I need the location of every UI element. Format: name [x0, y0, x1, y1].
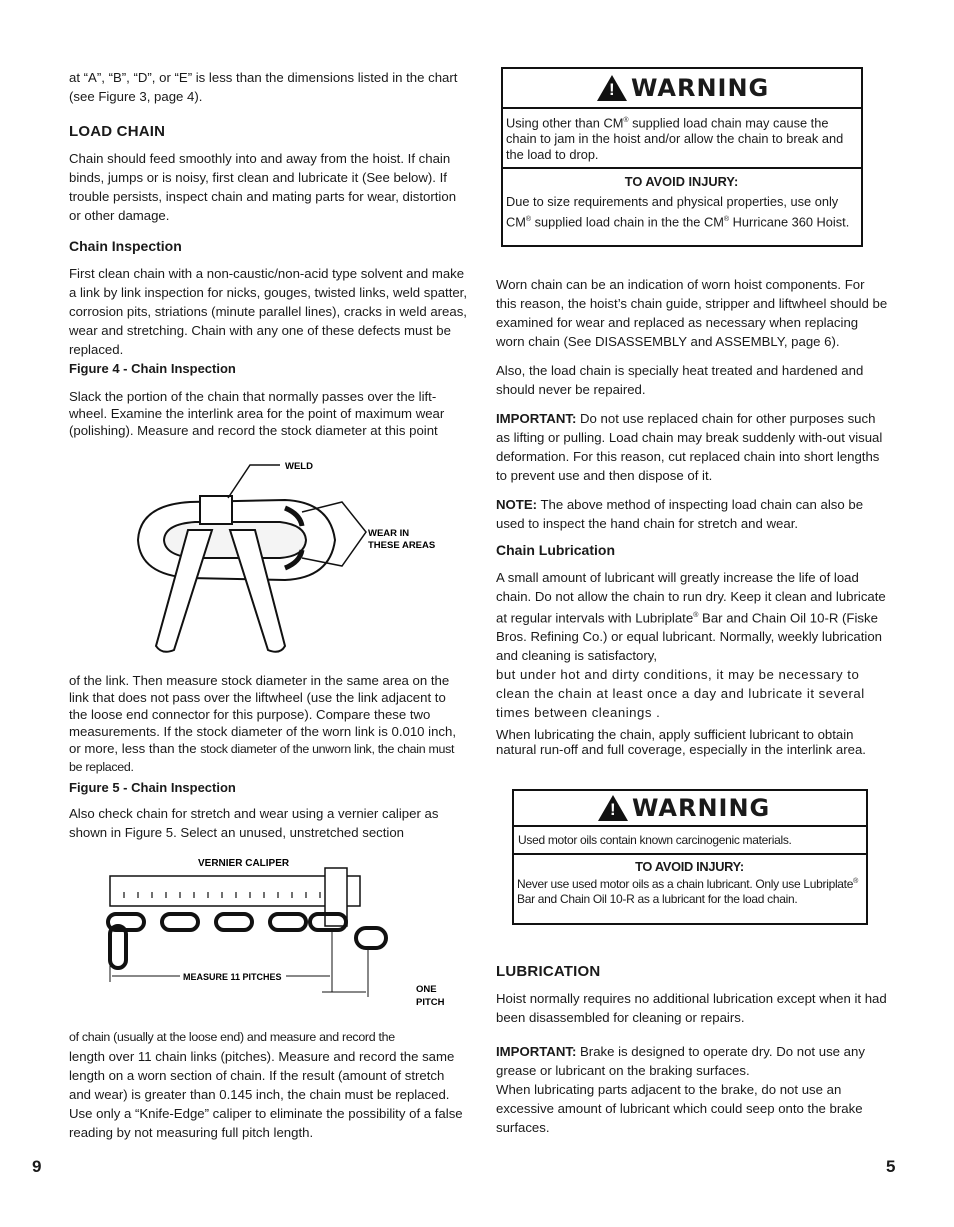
- measure-text-a: of chain (usually at the loose end) and measure and record the: [69, 1030, 395, 1044]
- warning-title: WARNING: [632, 794, 771, 822]
- label-weld: WELD: [285, 461, 313, 472]
- lube-text: A small amount of lubricant will greatly increase the life of load chain. Do not allow the chain to run dry. Keep it clean and lubricate at regular intervals with Lubriplate® Bar and Chain Oil 10-R (Fiske Bros. Refining Co.) or equal lubricant. Normally, weekly lubrication and cleaning is satisfactory,: [496, 570, 886, 664]
- label-wear-in: WEAR IN: [368, 528, 410, 539]
- figure4-chain-diagram: [80, 450, 460, 660]
- applying-text: When lubricating the chain, apply sufficient lubricant to obtain natural run-off and full coverage, especially in the interlink area.: [496, 727, 866, 758]
- warning-triangle-icon: !: [598, 795, 628, 821]
- warning-avoid-section: [514, 853, 866, 911]
- chain-lubrication-heading: Chain Lubrication: [496, 542, 615, 558]
- warning-triangle-icon: !: [597, 75, 627, 101]
- warning-body: Used motor oils contain known carcinogenic materials.: [518, 833, 792, 847]
- brake-text: When lubricating parts adjacent to the brake, do not use an excessive amount of lubricant which could seep onto the brake surfaces.: [496, 1082, 863, 1135]
- label-measure-11-pitches: MEASURE 11 PITCHES: [183, 972, 282, 982]
- link-text: [69, 672, 467, 776]
- warning-avoid-text: Never use used motor oils as a chain lubricant. Only use Lubriplate® Bar and Chain Oil 10-R as a lubricant for the load chain.: [517, 877, 858, 906]
- page-number-left: 9: [32, 1157, 42, 1176]
- figure5-caption: Figure 5 - Chain Inspection: [69, 780, 236, 795]
- page-number-right: 5: [886, 1157, 896, 1176]
- figure5-caliper-diagram: [100, 852, 460, 1012]
- caliper-bar: [110, 876, 360, 906]
- label-vernier-caliper: VERNIER CALIPER: [198, 858, 290, 869]
- lubrication-text: Hoist normally requires no additional lubrication except when it had been disassembled for cleaning or repairs.: [496, 991, 887, 1025]
- link-text-b: stock diameter of the unworn link, the chain must be replaced.: [69, 742, 455, 774]
- label-one: ONE: [416, 984, 437, 995]
- left-column: [69, 68, 467, 439]
- left-column-lower: [69, 672, 467, 842]
- warning-header: [514, 791, 866, 827]
- warning-title: WARNING: [631, 74, 770, 102]
- right-column-bottom: [496, 952, 888, 1137]
- label-these-areas: THESE AREAS: [368, 540, 436, 551]
- important-brake-text: IMPORTANT: Brake is designed to operate dry. Do not use any grease or lubricant on the braking surfaces.: [496, 1044, 865, 1078]
- load-chain-heading: LOAD CHAIN: [69, 123, 166, 140]
- warning-box-oil: [512, 789, 868, 925]
- warning-avoid-title: TO AVOID INJURY:: [635, 859, 744, 874]
- important-chain-text: IMPORTANT: Do not use replaced chain for other purposes such as lifting or pulling. Load chain may break suddenly with-out visual deformation. For this reason, cut replaced chain into short lengths to prevent use and then dispose of it.: [496, 411, 883, 483]
- load-chain-text: Chain should feed smoothly into and away from the hoist. If chain binds, jumps or is noisy, first clean and lubricate it (See below). If trouble persists, inspect chain and mating parts for wear, distortion or other damage.: [69, 151, 457, 223]
- intro-text: at “A”, “B”, “D”, or “E” is less than the dimensions listed in the chart (see Figure 3, page 4).: [69, 70, 458, 104]
- right-column: [496, 275, 888, 757]
- chain-row: [108, 914, 386, 968]
- weld-leader: [228, 465, 280, 498]
- warning-body: Using other than CM® supplied load chain may cause the chain to jam in the hoist and/or allow the chain to break and the load to drop.: [506, 115, 844, 163]
- weld-block: [200, 496, 232, 524]
- knife-text: Use only a “Knife-Edge” caliper to eliminate the possibility of a false reading by not measuring full pitch length.: [69, 1106, 463, 1140]
- lube-text-conditions: but under hot and dirty conditions, it may be necessary to clean the chain at least once a day and lubricate it several times between cleanings .: [496, 667, 865, 721]
- warning-avoid-text: Due to size requirements and physical properties, use only CM® supplied load chain in the the CM® Hurricane 360 Hoist.: [506, 194, 850, 230]
- heat-text: Also, the load chain is specially heat treated and hardened and should never be repaired.: [496, 363, 864, 397]
- link-text-a: of the link. Then measure stock diameter in the same area on the link that does not pass over the liftwheel (use the link adjacent to the loose end connector for this purpose). Compare these two measurements. If the stock diameter of the worn link is 0.010 inch, or more, less than the: [69, 673, 457, 756]
- chain-inspection-heading: Chain Inspection: [69, 238, 182, 254]
- left-column-bottom: [69, 1028, 467, 1142]
- measure-text-b: length over 11 chain links (pitches). Measure and record the same length on a worn section of chain. If the result (amount of stretch and wear) is greater than 0.145 inch, the chain must be replaced.: [69, 1049, 455, 1102]
- warning-header: [503, 69, 861, 109]
- slack-text: Slack the portion of the chain that normally passes over the lift-wheel. Examine the interlink area for the point of maximum wear (polishing). Measure and record the stock diameter at this point: [69, 389, 445, 438]
- warning-avoid-section: [503, 167, 861, 235]
- worn-text: Worn chain can be an indication of worn hoist components. For this reason, the hoist’s chain guide, stripper and liftwheel should be examined for wear and replaced as necessary when replacing worn chain (See DISASSEMBLY and ASSEMBLY, page 6).: [496, 277, 888, 349]
- lubrication-heading: LUBRICATION: [496, 963, 601, 980]
- warning-avoid-title: TO AVOID INJURY:: [624, 174, 739, 190]
- figure4-caption: Figure 4 - Chain Inspection: [69, 361, 236, 376]
- note-text: NOTE: The above method of inspecting load chain can also be used to inspect the hand chain for stretch and wear.: [496, 497, 864, 531]
- stretch-text: Also check chain for stretch and wear using a vernier caliper as shown in Figure 5. Select an unused, unstretched section: [69, 806, 439, 840]
- chain-inspection-text: First clean chain with a non-caustic/non-acid type solvent and make a link by link inspection for nicks, gouges, twisted links, weld spatter, corrosion pits, striations (minute parallel lines), cracks in weld areas, wear and stretching. Chain with any one of these defects must be replaced.: [69, 266, 468, 357]
- warning-box-chain: [501, 67, 863, 247]
- label-pitch: PITCH: [416, 997, 445, 1008]
